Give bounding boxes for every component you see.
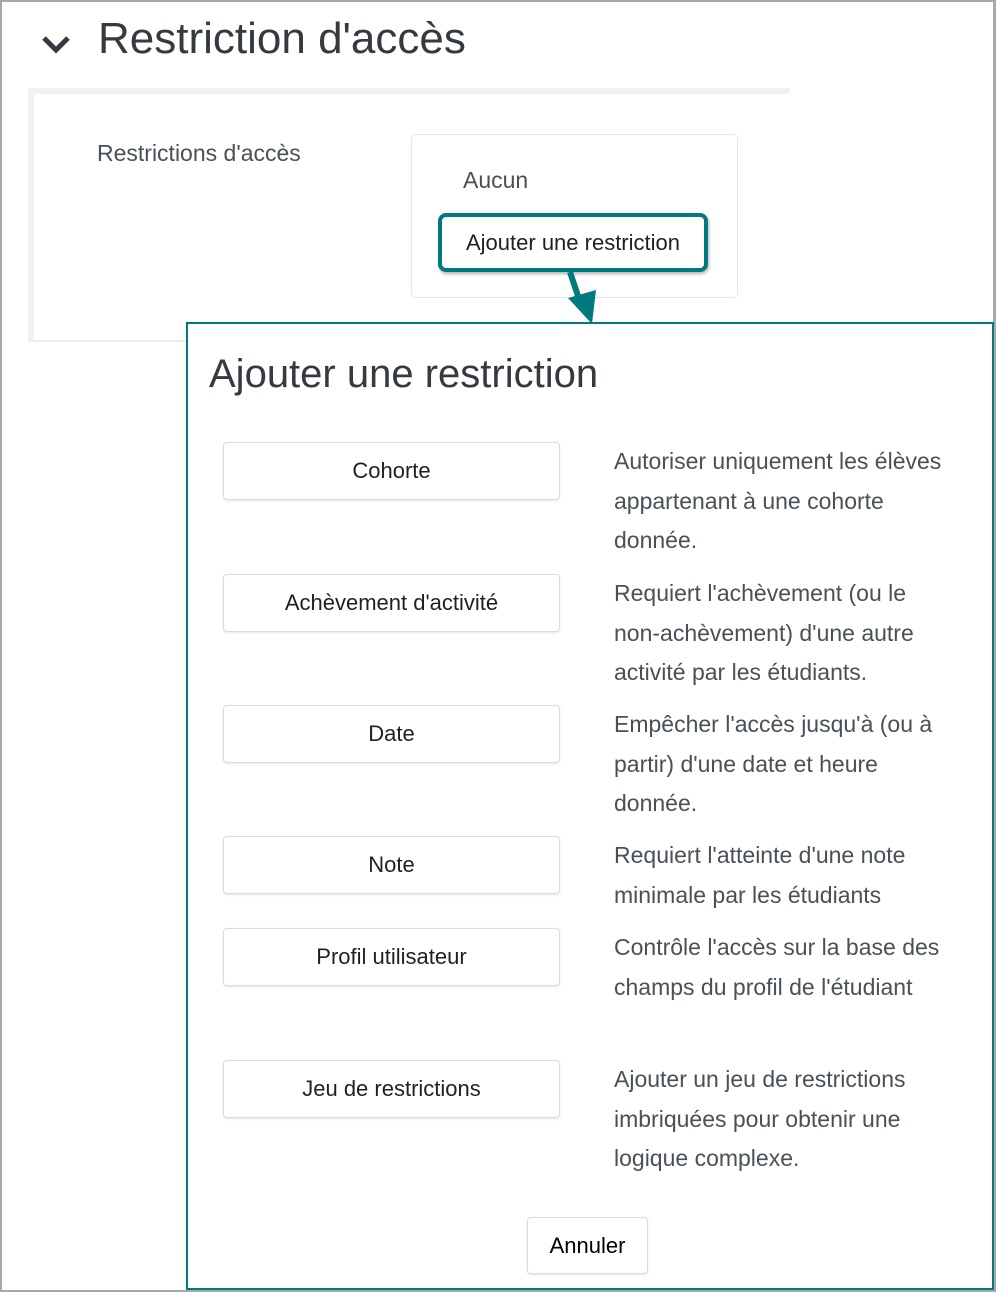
restrictions-label: Restrictions d'accès <box>97 140 301 166</box>
cancel-button[interactable]: Annuler <box>527 1217 648 1274</box>
dialog-title: Ajouter une restriction <box>209 352 599 396</box>
cohort-button[interactable]: Cohorte <box>223 442 560 500</box>
user-profile-button[interactable]: Profil utilisateur <box>223 928 560 986</box>
user-profile-description: Contrôle l'accès sur la base des champs du profil de l'étudiant <box>614 934 940 1000</box>
date-button[interactable]: Date <box>223 705 560 763</box>
add-restriction-button[interactable]: Ajouter une restriction <box>438 213 708 272</box>
arrow-callout-icon <box>560 268 610 328</box>
activity-completion-button[interactable]: Achèvement d'activité <box>223 574 560 632</box>
grade-button[interactable]: Note <box>223 836 560 894</box>
section-title: Restriction d'accès <box>98 14 466 63</box>
activity-completion-description: Requiert l'achèvement (ou le non-achèvement) d'une autre activité par les étudiants. <box>614 580 914 685</box>
grade-description: Requiert l'atteinte d'une note minimale par les étudiants <box>614 842 906 908</box>
date-description: Empêcher l'accès jusqu'à (ou à partir) d'une date et heure donnée. <box>614 711 933 816</box>
restrictions-value: Aucun <box>463 167 529 193</box>
chevron-down-icon[interactable] <box>40 30 72 58</box>
restriction-set-button[interactable]: Jeu de restrictions <box>223 1060 560 1118</box>
restriction-set-description: Ajouter un jeu de restrictions imbriquées pour obtenir une logique complexe. <box>614 1066 906 1171</box>
cohort-description: Autoriser uniquement les élèves appartenant à une cohorte donnée. <box>614 448 942 553</box>
